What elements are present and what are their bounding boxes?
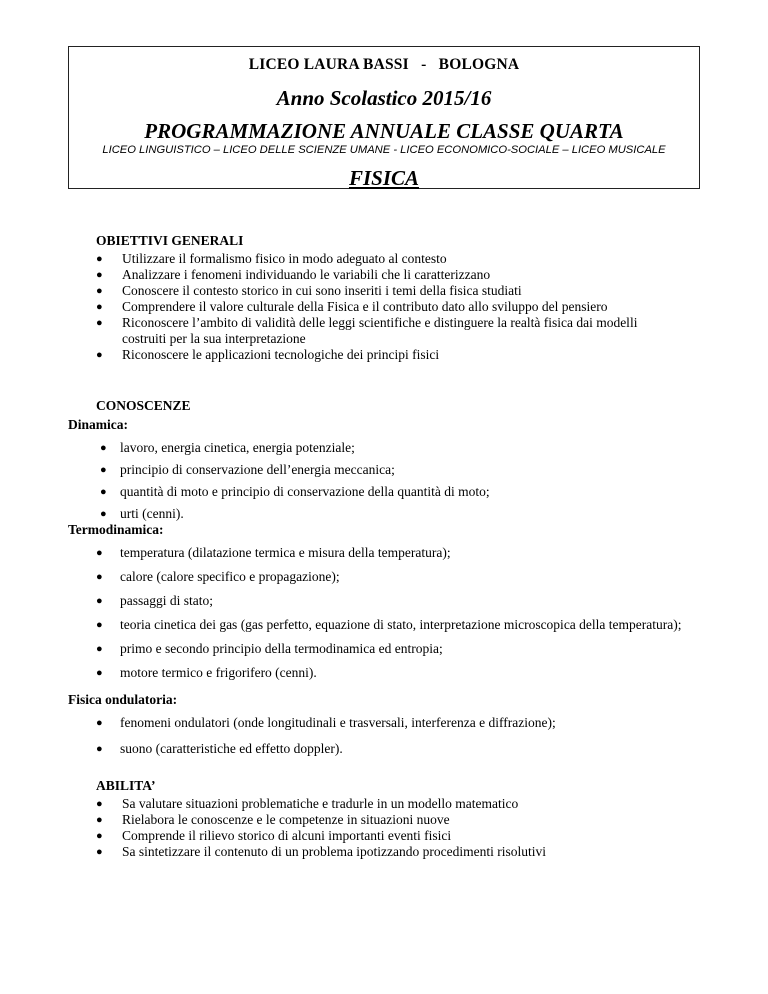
subject-title: FISICA <box>348 166 420 190</box>
programme-title: PROGRAMMAZIONE ANNUALE CLASSE QUARTA <box>144 119 624 143</box>
list-item: ● principio di conservazione dell’energia meccanica; <box>100 462 395 477</box>
list-item: ● fenomeni ondulatori (onde longitudinali e trasversali, interferenza e diffrazione); <box>96 715 556 730</box>
list-item: ● suono (caratteristiche ed effetto doppler). <box>96 741 343 756</box>
abilita-heading: ABILITA’ <box>96 778 156 793</box>
list-item: ● teoria cinetica dei gas (gas perfetto, equazione di stato, interpretazione microscopica della temperatura); <box>96 617 682 632</box>
termodinamica-list <box>96 545 696 681</box>
list-item: ● Sa sintetizzare il contenuto di un problema ipotizzando procedimenti risolutivi <box>96 844 547 859</box>
list-item: ● Utilizzare il formalismo fisico in modo adeguato al contesto <box>96 251 447 266</box>
list-item: ● urti (cenni). <box>100 506 184 521</box>
conoscenze-heading: CONOSCENZE <box>96 398 191 413</box>
list-item: ● calore (calore specifico e propagazione); <box>96 569 340 584</box>
abilita-list <box>96 796 706 860</box>
obiettivi-heading: OBIETTIVI GENERALI <box>96 233 244 248</box>
list-item: ● temperatura (dilatazione termica e misura della temperatura); <box>96 545 451 560</box>
list-item: ● Comprendere il valore culturale della Fisica e il contributo dato allo sviluppo del pensiero <box>96 299 608 314</box>
list-item: ● quantità di moto e principio di conservazione della quantità di moto; <box>100 484 490 499</box>
termodinamica-title: Termodinamica: <box>68 522 164 537</box>
licei-list: LICEO LINGUISTICO – LICEO DELLE SCIENZE UMANE - LICEO ECONOMICO-SOCIALE – LICEO MUSICALE <box>102 144 666 156</box>
school-name: LICEO LAURA BASSI - BOLOGNA <box>248 56 520 73</box>
ondulatoria-title: Fisica ondulatoria: <box>68 692 178 707</box>
list-item: ● Comprende il rilievo storico di alcuni importanti eventi fisici <box>96 828 452 843</box>
ondulatoria-list <box>96 715 706 757</box>
list-item: ● Riconoscere l’ambito di validità delle leggi scientifiche e distinguere la realtà fisica dai modelli costruiti per la sua interpretazione <box>96 315 638 346</box>
list-item: ● passaggi di stato; <box>96 593 213 608</box>
list-item: ● primo e secondo principio della termodinamica ed entropia; <box>96 641 443 656</box>
list-item: ● Riconoscere le applicazioni tecnologiche dei principi fisici <box>96 347 440 362</box>
list-item: ● Sa valutare situazioni problematiche e tradurle in un modello matematico <box>96 796 519 811</box>
header-box <box>68 46 700 189</box>
school-year: Anno Scolastico 2015/16 <box>276 86 492 110</box>
obiettivi-list <box>96 251 706 363</box>
list-item: ● Rielabora le conoscenze e le competenze in situazioni nuove <box>96 812 450 827</box>
dinamica-title: Dinamica: <box>68 417 128 432</box>
list-item: ● Analizzare i fenomeni individuando le variabili che li caratterizzano <box>96 267 491 282</box>
list-item: ● motore termico e frigorifero (cenni). <box>96 665 317 680</box>
dinamica-list <box>100 440 710 522</box>
list-item: ● lavoro, energia cinetica, energia potenziale; <box>100 440 355 455</box>
list-item: ● Conoscere il contesto storico in cui sono inseriti i temi della fisica studiati <box>96 283 522 298</box>
